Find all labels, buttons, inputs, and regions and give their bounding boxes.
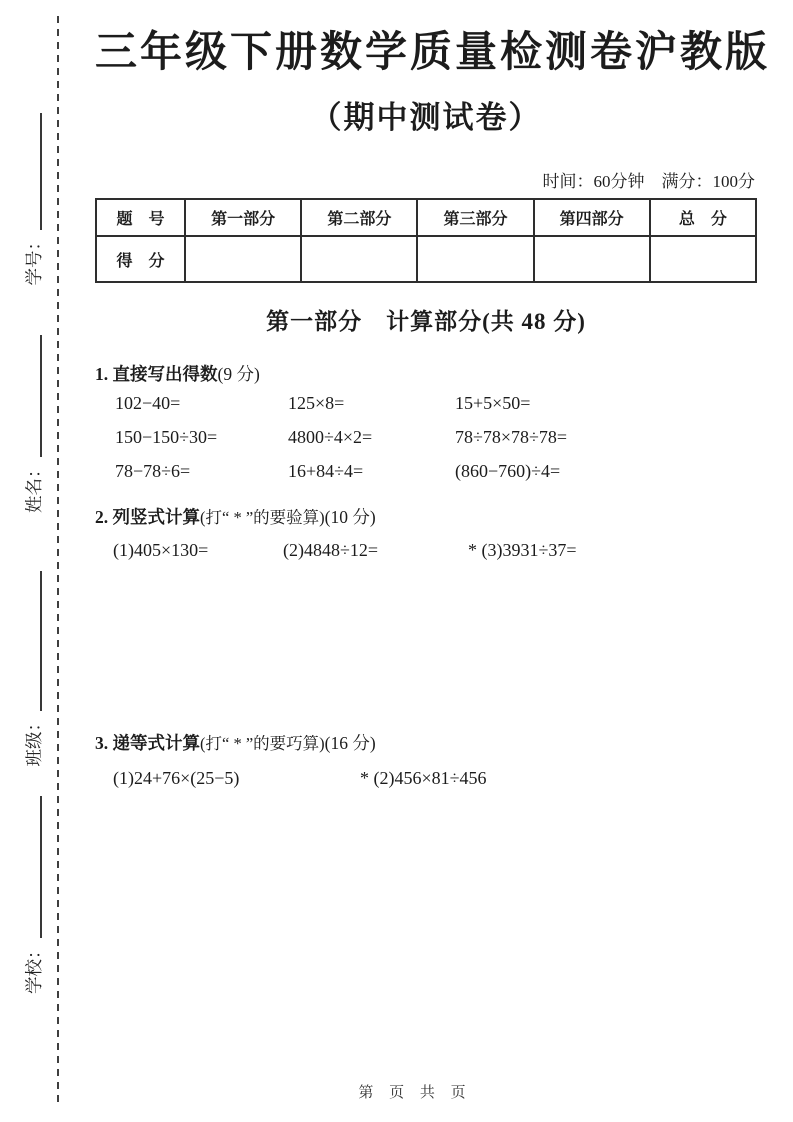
question1-row2 <box>95 420 757 454</box>
score-header-question-number: 题 号 <box>96 199 185 236</box>
question2-number: 2. <box>95 507 109 528</box>
student-number-field <box>21 113 46 286</box>
score-cell-part4 <box>534 236 650 282</box>
class-fill-line <box>40 571 42 711</box>
question3-points: (16 分) <box>324 733 376 754</box>
math-expression: (1)24+76×(25−5) <box>113 768 240 789</box>
score-cell-part1 <box>185 236 301 282</box>
student-number-label: 学号： <box>24 233 44 286</box>
question1-row1 <box>95 386 757 420</box>
school-field <box>21 767 46 995</box>
question3-note: (打“ * ”的要巧算) <box>200 734 325 754</box>
score-cell-part3 <box>417 236 533 282</box>
question2-header <box>95 504 757 529</box>
math-expression: (2)4848÷12= <box>283 540 379 561</box>
school-label: 学校： <box>24 941 44 994</box>
math-expression: 150−150÷30= <box>115 427 218 448</box>
name-field <box>21 286 46 514</box>
score-header-part3: 第三部分 <box>417 199 533 236</box>
class-label: 班级： <box>24 714 44 767</box>
question1-label: 直接写出得数 <box>112 364 218 385</box>
score-table-score-row <box>96 236 756 282</box>
score-table-header-row <box>96 199 756 236</box>
paper-subtitle: （期中测试卷） <box>310 100 542 136</box>
school-fill-line <box>40 797 42 939</box>
paper-title: 三年级下册数学质量检测卷沪教版 <box>95 28 771 75</box>
score-header-part1: 第一部分 <box>185 199 301 236</box>
math-expression: 15+5×50= <box>455 393 531 414</box>
question3-label: 递等式计算 <box>112 733 200 754</box>
score-cell-part2 <box>301 236 417 282</box>
time-score-info: 时间：60分钟 满分：100分 <box>542 172 755 192</box>
score-header-part2: 第二部分 <box>301 199 417 236</box>
question3-number: 3. <box>95 733 109 754</box>
student-info-sidebar <box>12 44 46 994</box>
name-label: 姓名： <box>24 460 44 513</box>
math-expression: 4800÷4×2= <box>288 427 373 448</box>
score-header-total: 总 分 <box>650 199 756 236</box>
score-header-part4: 第四部分 <box>534 199 650 236</box>
page-footer: 第 页 共 页 <box>358 1085 472 1101</box>
question1-header <box>95 361 757 386</box>
math-expression: 125×8= <box>288 393 345 414</box>
question3-items <box>95 766 757 790</box>
math-expression: (860−760)÷4= <box>455 461 561 482</box>
math-expression: * (2)456×81÷456 <box>360 768 487 789</box>
score-table <box>95 198 757 283</box>
calculation-workspace <box>95 562 757 714</box>
question2-label: 列竖式计算 <box>112 507 200 528</box>
question1-number: 1. <box>95 364 109 385</box>
score-row-label: 得 分 <box>96 236 185 282</box>
question2-items <box>95 538 757 562</box>
question2-note: (打“ * ”的要验算) <box>200 508 325 528</box>
math-expression: 102−40= <box>115 393 181 414</box>
class-field <box>21 513 46 767</box>
math-expression: * (3)3931÷37= <box>468 540 577 561</box>
math-expression: 78−78÷6= <box>115 461 191 482</box>
question1-row3 <box>95 454 757 488</box>
question1-points: (9 分) <box>217 364 260 385</box>
section1-title: 第一部分 计算部分(共 48 分) <box>266 309 586 335</box>
sealing-dashed-line <box>57 16 59 1108</box>
name-fill-line <box>40 336 42 458</box>
question3-header <box>95 730 757 755</box>
math-expression: 78÷78×78÷78= <box>455 427 568 448</box>
student-number-fill-line <box>40 113 42 230</box>
question2-points: (10 分) <box>324 507 376 528</box>
math-expression: 16+84÷4= <box>288 461 364 482</box>
score-cell-total <box>650 236 756 282</box>
math-expression: (1)405×130= <box>113 540 209 561</box>
paper-body <box>95 0 771 790</box>
